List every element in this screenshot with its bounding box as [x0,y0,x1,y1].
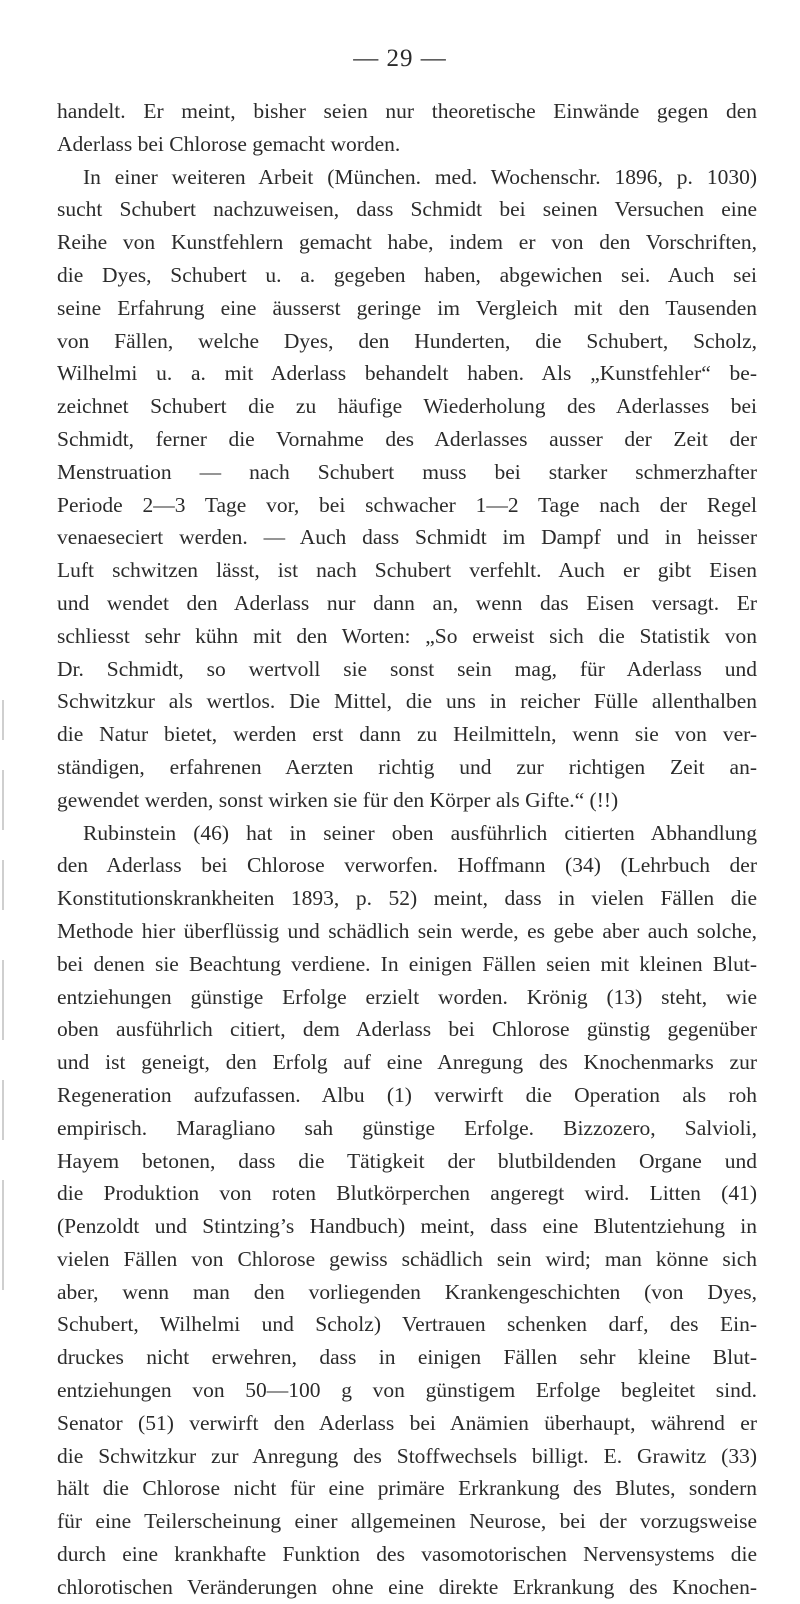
text-line: Luft schwitzen lässt, ist nach Schubert verfehlt. Auch er gibt Eisen [57,558,757,583]
text-line: Rubinstein (46) hat in seiner oben ausführlich citierten Abhandlung [83,820,757,845]
text-line: Konstitutionskrankheiten 1893, p. 52) meint, dass in vielen Fällen die [57,886,757,911]
text-line: seine Erfahrung eine äusserst geringe im Vergleich mit den Tausenden [57,295,757,320]
text-line: aber, wenn man den vorliegenden Krankengeschichten (von Dyes, [57,1279,757,1304]
text-line: Methode hier überflüssig und schädlich sein werde, es gebe aber auch solche, [57,918,757,943]
text-line: Reihe von Kunstfehlern gemacht habe, indem er von den Vorschriften, [57,230,757,255]
text-line: zeichnet Schubert die zu häufige Wiederholung des Aderlasses bei [57,394,757,419]
text-line: venaeseciert werden. — Auch dass Schmidt im Dampf und in heisser [57,525,757,550]
text-line: Wilhelmi u. a. mit Aderlass behandelt haben. Als „Kunstfehler“ be- [57,361,757,386]
text-line: Periode 2—3 Tage vor, bei schwacher 1—2 Tage nach der Regel [57,492,757,517]
text-line: Senator (51) verwirft den Aderlass bei Anämien überhaupt, während er [57,1410,757,1435]
text-line: Menstruation — nach Schubert muss bei starker schmerzhafter [57,459,757,484]
text-line: gewendet werden, sonst wirken sie für den Körper als Gifte.“ (!!) [57,787,619,812]
text-line: empirisch. Maragliano sah günstige Erfolge. Bizzozero, Salvioli, [57,1115,757,1140]
scan-edge-marks [0,700,6,1300]
text-line: und wendet den Aderlass nur dann an, wenn das Eisen versagt. Er [57,590,757,615]
text-line: hält die Chlorose nicht für eine primäre Erkrankung des Blutes, sondern [57,1476,757,1501]
text-line: In einer weiteren Arbeit (München. med. Wochenschr. 1896, p. 1030) [83,164,757,189]
page-number: — 29 — [353,45,447,72]
text-line: Regeneration aufzufassen. Albu (1) verwirft die Operation als roh [57,1082,757,1107]
text-line: ständigen, erfahrenen Aerzten richtig und zur richtigen Zeit an- [57,754,757,779]
text-line: bei denen sie Beachtung verdiene. In einigen Fällen seien mit kleinen Blut- [57,951,757,976]
text-line: Schmidt, ferner die Vornahme des Aderlasses ausser der Zeit der [57,426,757,451]
text-line: und ist geneigt, den Erfolg auf eine Anregung des Knochenmarks zur [57,1050,757,1075]
text-line: (Penzoldt und Stintzing’s Handbuch) meint, dass eine Blutentziehung in [57,1214,757,1239]
text-line: entziehungen günstige Erfolge erzielt worden. Krönig (13) steht, wie [57,984,757,1009]
text-line: für eine Teilerscheinung einer allgemeinen Neurose, bei der vorzugsweise [57,1509,757,1534]
text-line: Aderlass bei Chlorose gemacht worden. [57,131,401,156]
text-line: Schubert, Wilhelmi und Scholz) Vertrauen schenken darf, des Ein- [57,1312,757,1337]
body-text [57,95,757,1604]
text-line: Dr. Schmidt, so wertvoll sie sonst sein mag, für Aderlass und [57,656,757,681]
text-line: sucht Schubert nachzuweisen, dass Schmidt bei seinen Versuchen eine [57,197,757,222]
text-line: druckes nicht erwehren, dass in einigen Fällen sehr kleine Blut- [57,1345,757,1370]
text-line: Hayem betonen, dass die Tätigkeit der blutbildenden Organe und [57,1148,757,1173]
text-line: die Dyes, Schubert u. a. gegeben haben, abgewichen sei. Auch sei [57,262,757,287]
text-line: entziehungen von 50—100 g von günstigem Erfolge begleitet sind. [57,1378,757,1403]
text-line: Schwitzkur als wertlos. Die Mittel, die uns in reicher Fülle allenthalben [57,689,757,714]
text-line: oben ausführlich citiert, dem Aderlass bei Chlorose günstig gegenüber [57,1017,757,1042]
text-line: die Produktion von roten Blutkörperchen angeregt wird. Litten (41) [57,1181,757,1206]
text-line: vielen Fällen von Chlorose gewiss schädlich sein wird; man könne sich [57,1246,757,1271]
text-line: handelt. Er meint, bisher seien nur theoretische Einwände gegen den [57,99,757,123]
text-line: von Fällen, welche Dyes, den Hunderten, die Schubert, Scholz, [57,328,757,353]
text-line: die Natur bietet, werden erst dann zu Heilmitteln, wenn sie von ver- [57,722,757,747]
text-line: den Aderlass bei Chlorose verworfen. Hoffmann (34) (Lehrbuch der [57,853,757,878]
text-line: durch eine krankhafte Funktion des vasomotorischen Nervensystems die [57,1542,757,1567]
text-line: schliesst sehr kühn mit den Worten: „So erweist sich die Statistik von [57,623,757,648]
text-line: chlorotischen Veränderungen ohne eine direkte Erkrankung des Knochen- [57,1574,757,1599]
text-line: die Schwitzkur zur Anregung des Stoffwechsels billigt. E. Grawitz (33) [57,1443,757,1468]
